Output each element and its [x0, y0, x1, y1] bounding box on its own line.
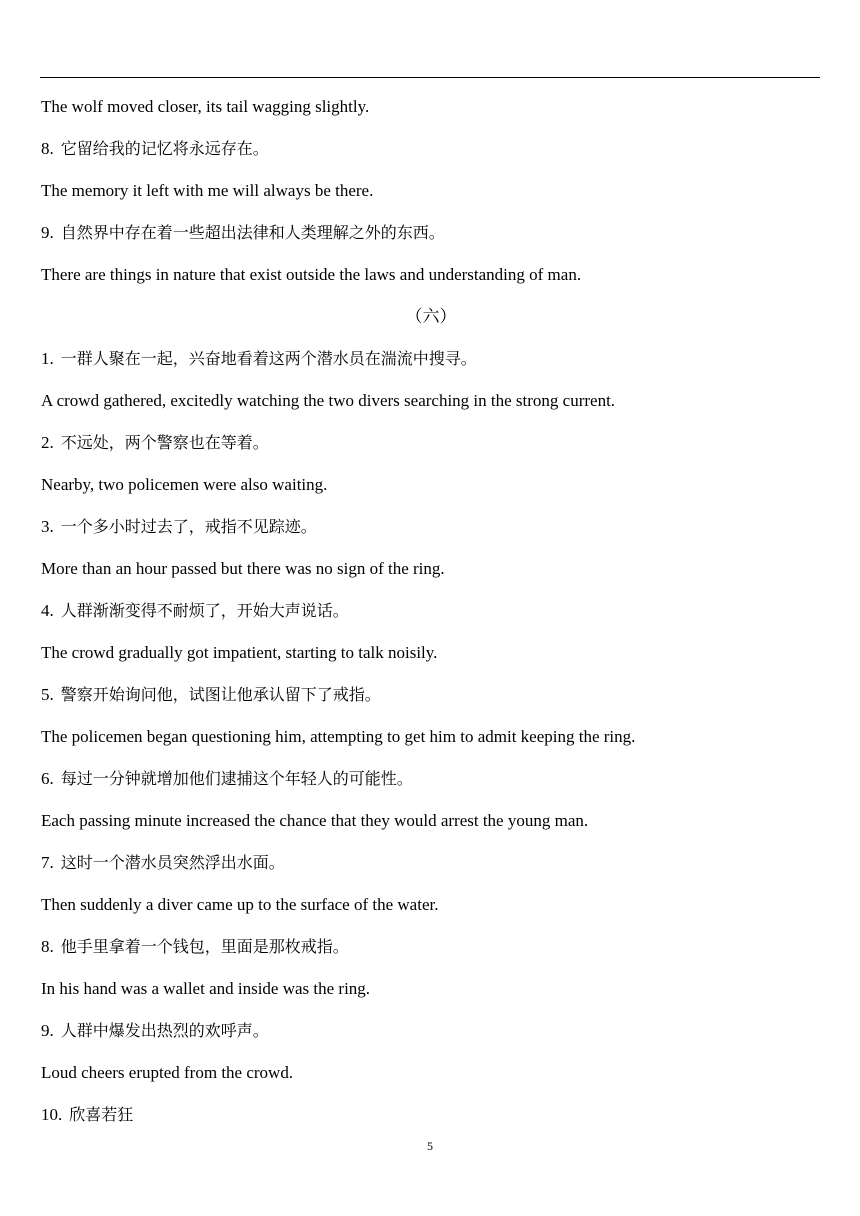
- item-number: 8.: [41, 937, 54, 956]
- item-number: 6.: [41, 769, 54, 788]
- chinese-sentence-3: [41, 506, 821, 548]
- chinese-text: 一个多小时过去了，戒指不见踪迹。: [60, 517, 317, 536]
- chinese-sentence-1: [41, 338, 821, 380]
- english-sentence-6: Each passing minute increased the chance that they would arrest the young man.: [41, 811, 589, 830]
- item-number: 3.: [41, 517, 54, 536]
- chinese-sentence-9: [41, 1010, 821, 1052]
- item-number: 1.: [41, 349, 54, 368]
- chinese-text: 警察开始询问他，试图让他承认留下了戒指。: [60, 685, 381, 704]
- carryover-english-sentence-9: There are things in nature that exist outside the laws and understanding of man.: [41, 265, 582, 284]
- page-number: 5: [427, 1139, 433, 1153]
- english-sentence-7: Then suddenly a diver came up to the surface of the water.: [41, 895, 439, 914]
- chinese-text: 这时一个潜水员突然浮出水面。: [60, 853, 285, 872]
- item-number: 9.: [41, 223, 54, 242]
- english-sentence-4: The crowd gradually got impatient, starting to talk noisily.: [41, 643, 438, 662]
- chinese-text: 欣喜若狂: [69, 1105, 134, 1124]
- chinese-text: 人群中爆发出热烈的欢呼声。: [60, 1021, 269, 1040]
- chinese-text: 每过一分钟就增加他们逮捕这个年轻人的可能性。: [60, 769, 413, 788]
- carryover-english-sentence-8: The memory it left with me will always be there.: [41, 181, 374, 200]
- page-content: [41, 86, 821, 1136]
- chinese-text: 不远处，两个警察也在等着。: [60, 433, 269, 452]
- section-heading: （六）: [405, 307, 457, 327]
- carryover-english-line: The wolf moved closer, its tail wagging slightly.: [41, 97, 370, 116]
- chinese-text: 他手里拿着一个钱包，里面是那枚戒指。: [60, 937, 349, 956]
- english-sentence-5: The policemen began questioning him, attempting to get him to admit keeping the ring.: [41, 727, 636, 746]
- english-sentence-1: A crowd gathered, excitedly watching the two divers searching in the strong current.: [41, 391, 616, 410]
- chinese-sentence-7: [41, 842, 821, 884]
- english-sentence-8: In his hand was a wallet and inside was the ring.: [41, 979, 371, 998]
- header-rule: [40, 77, 820, 78]
- english-sentence-3: More than an hour passed but there was no sign of the ring.: [41, 559, 445, 578]
- carryover-chinese-sentence-9: [41, 212, 821, 254]
- item-number: 9.: [41, 1021, 54, 1040]
- chinese-sentence-4: [41, 590, 821, 632]
- chinese-sentence-8: [41, 926, 821, 968]
- item-number: 4.: [41, 601, 54, 620]
- chinese-sentence-6: [41, 758, 821, 800]
- chinese-text: 一群人聚在一起，兴奋地看着这两个潜水员在湍流中搜寻。: [60, 349, 477, 368]
- chinese-sentence-5: [41, 674, 821, 716]
- chinese-sentence-2: [41, 422, 821, 464]
- english-sentence-2: Nearby, two policemen were also waiting.: [41, 475, 328, 494]
- item-number: 5.: [41, 685, 54, 704]
- item-number: 7.: [41, 853, 54, 872]
- chinese-text: 自然界中存在着一些超出法律和人类理解之外的东西。: [60, 223, 445, 242]
- english-sentence-9: Loud cheers erupted from the crowd.: [41, 1063, 294, 1082]
- chinese-text: 它留给我的记忆将永远存在。: [60, 139, 269, 158]
- item-number: 2.: [41, 433, 54, 452]
- chinese-sentence-10: [41, 1094, 821, 1136]
- item-number: 8.: [41, 139, 54, 158]
- carryover-chinese-sentence-8: [41, 128, 821, 170]
- item-number: 10.: [41, 1105, 63, 1124]
- chinese-text: 人群渐渐变得不耐烦了，开始大声说话。: [60, 601, 349, 620]
